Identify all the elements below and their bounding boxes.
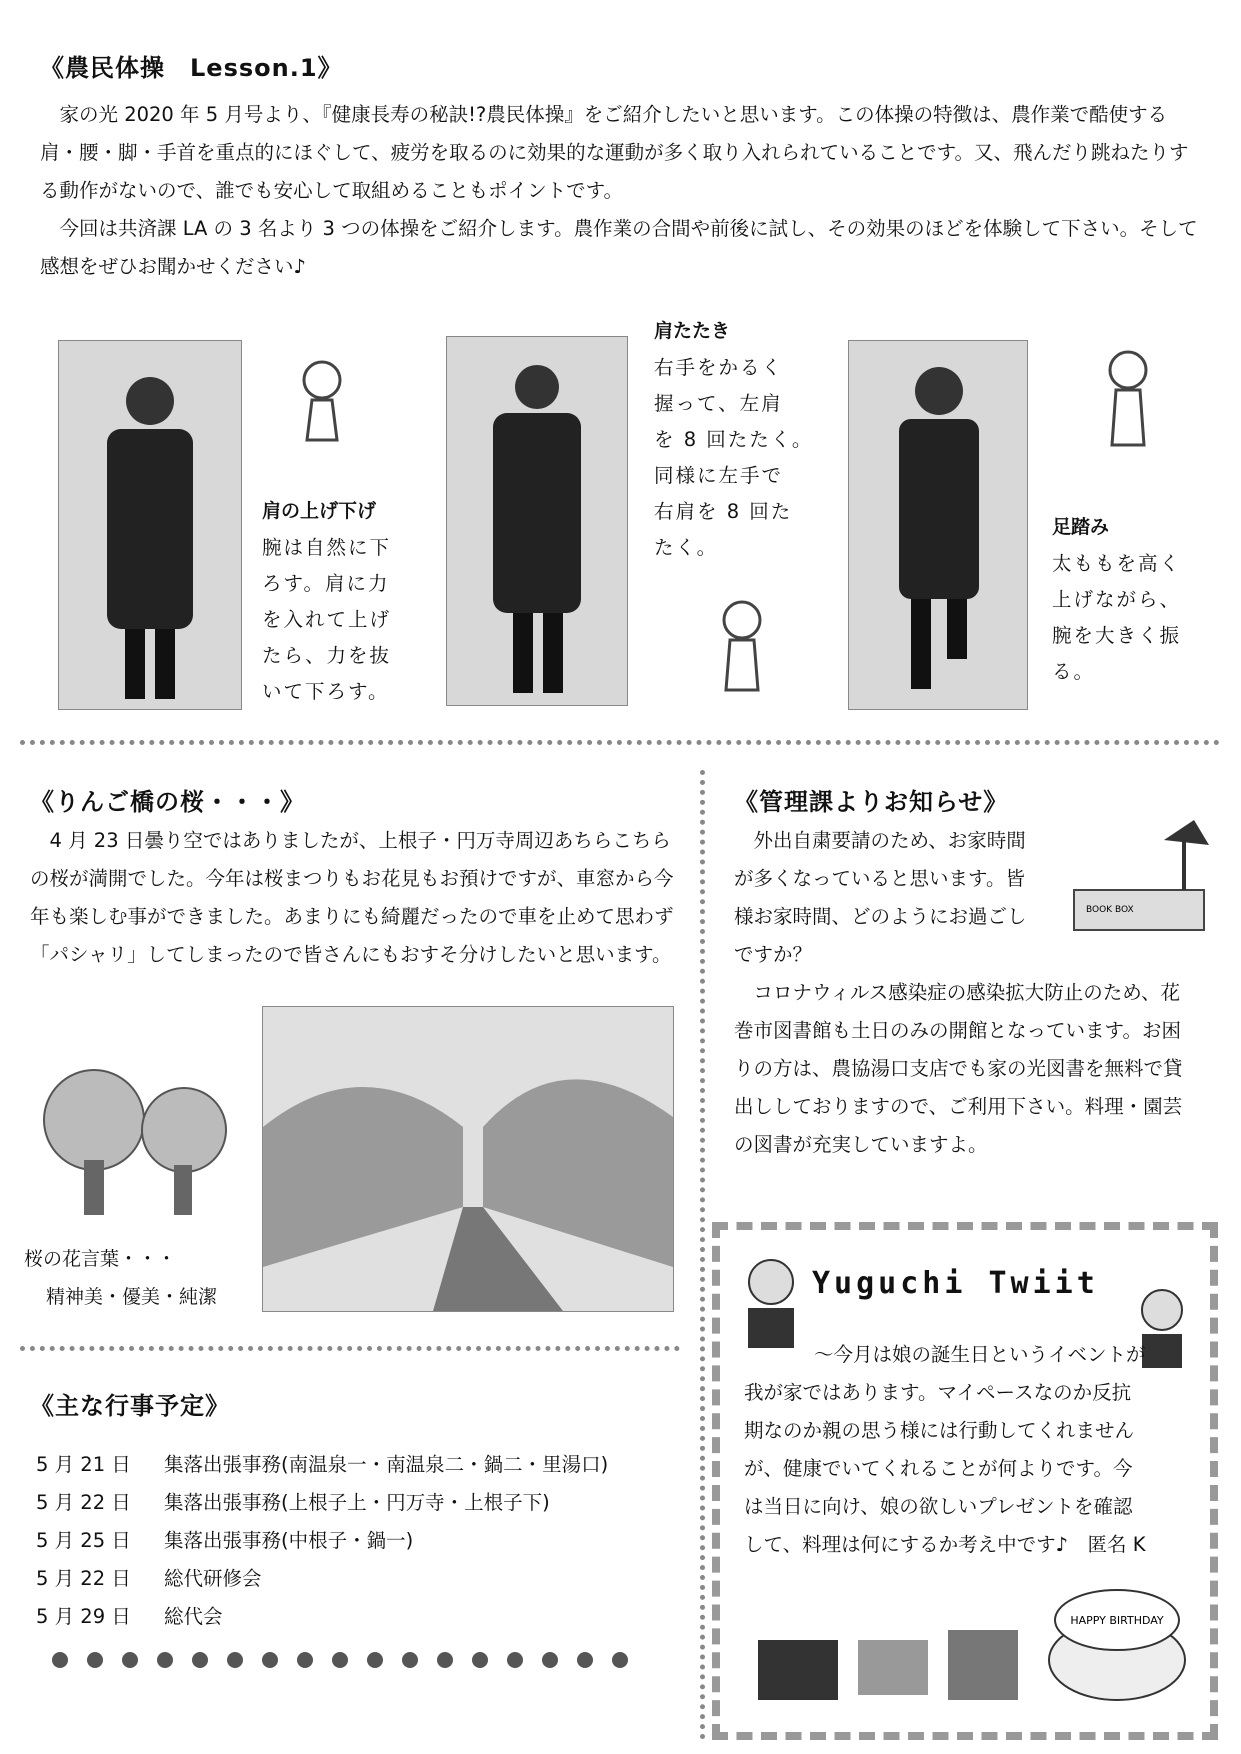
column-divider [700,770,705,1740]
schedule-date: 5 月 25 日 [36,1529,131,1552]
shoulder-tap-illustration [702,580,782,700]
schedule-event: 総代研修会 [164,1567,262,1590]
schedule-event: 集落出張事務(中根子・鍋一) [164,1529,414,1552]
lesson-intro-2: 今回は共済課 LA の 3 名より 3 つの体操をご紹介します。農作業の合間や前後に試し、その効果のほどを体験して下さい。そして感想をぜひお聞かせください♪ [40,217,1198,278]
sakura-caption-2: 精神美・優美・純潔 [46,1286,218,1308]
book-box-label: BOOK BOX [1086,905,1134,915]
exercise-photo-shoulder-lift [58,340,242,710]
notice-title: 《管理課よりお知らせ》 [734,788,1009,816]
exercise-name-3: 足踏み [1052,516,1110,538]
gift-boxes-illustration [748,1610,1048,1710]
exercise-2-line: 右肩を 8 回た [654,500,793,523]
stepping-illustration [1088,330,1168,460]
iris-flowers-border [40,1640,670,1720]
exercise-2-line: 握って、左肩 [654,392,783,415]
exercise-name-2: 肩たたき [654,320,731,342]
shoulder-lift-illustration [282,330,372,460]
schedule-date: 5 月 22 日 [36,1567,131,1590]
sakura-road-photo [262,1006,674,1312]
man-avatar-illustration [736,1250,806,1350]
twit-title: Yuguchi Twiit [812,1266,1099,1301]
schedule-list [36,1446,696,1636]
schedule-row [36,1522,696,1560]
exercise-1-line: を入れて上げ [262,608,392,631]
section-divider [20,740,1220,745]
exercise-photo-stepping [848,340,1028,710]
exercise-3-line: る。 [1052,660,1096,683]
exercise-2-line: 同様に左手で [654,464,784,487]
exercise-1-line: たら、力を抜 [262,644,392,667]
sakura-caption-1: 桜の花言葉・・・ [24,1248,177,1270]
notice-body-2: コロナウィルス感染症の感染拡大防止のため、花巻市図書館も土日のみの開館となっています。お困りの方は、農協湯口支店でも家の光図書を無料で貸出ししておりますので、ご利用下さい。料理・園芸の図書が充実していますよ。 [734,981,1183,1156]
schedule-date: 5 月 21 日 [36,1453,131,1476]
exercise-name-1: 肩の上げ下げ [262,500,377,522]
exercise-1-line: ろす。肩に力 [262,572,390,595]
schedule-event: 総代会 [164,1605,223,1628]
desk-lamp-books-illustration [1044,800,1224,960]
birthday-cake-illustration [1042,1560,1192,1710]
exercise-3-line: 太ももを高く [1052,552,1182,575]
schedule-event: 集落出張事務(南温泉一・南温泉二・鍋二・里湯口) [164,1453,609,1476]
exercise-2-line: を 8 回たたく。 [654,428,814,451]
section-divider [20,1346,680,1351]
sakura-body: 4 月 23 日曇り空ではありましたが、上根子・円万寺周辺あちらこちらの桜が満開でした。今年は桜まつりもお花見もお預けですが、車窓から今年も楽しむ事ができました。あまりにも綺麗だったので車を止めて思わず「パシャリ」してしまったので皆さんにもおすそ分けしたいと思います。 [30,829,674,966]
exercise-photo-shoulder-tap [446,336,628,706]
cherry-tree-illustration [24,1060,244,1220]
schedule-row [36,1446,696,1484]
exercise-2-line: たく。 [654,536,719,559]
cake-text: HAPPY BIRTHDAY [1070,1614,1164,1627]
sakura-title: 《りんご橋の桜・・・》 [30,788,305,816]
schedule-event: 集落出張事務(上根子上・円万寺・上根子下) [164,1491,550,1514]
schedule-row [36,1484,696,1522]
twit-body: ～今月は娘の誕生日というイベントが我が家ではあります。マイペースなのか反抗期なのか親の思う様には行動してくれませんが、健康でいてくれることが何よりです。今は当日に向け、娘の欲しいプレゼントを確認して、料理は何にするか考え中です♪ 匿名 K [744,1343,1146,1556]
exercise-1-line: いて下ろす。 [262,680,390,703]
lesson-title: 《農民体操 Lesson.1》 [40,54,343,82]
exercise-3-line: 腕を大きく振 [1052,624,1182,647]
exercise-3-line: 上げながら、 [1052,588,1182,611]
schedule-row [36,1598,696,1636]
schedule-date: 5 月 22 日 [36,1491,131,1514]
exercise-1-line: 腕は自然に下 [262,536,392,559]
schedule-date: 5 月 29 日 [36,1605,131,1628]
notice-body-1: 外出自粛要請のため、お家時間が多くなっていると思います。皆様お家時間、どのようにお過ごしですか？ [734,829,1027,966]
lesson-intro-1: 家の光 2020 年 5 月号より、『健康長寿の秘訣!?農民体操』をご紹介したいと思います。この体操の特徴は、農作業で酷使する肩・腰・脚・手首を重点的にほぐして、疲労を取るのに効果的な運動が多く取り入れられていることです。又、飛んだり跳ねたりする動作がないので、誰でも安心して取組めることもポイントです。 [40,103,1189,202]
schedule-title: 《主な行事予定》 [30,1392,230,1420]
exercise-2-line: 右手をかるく [654,356,784,379]
schedule-row [36,1560,696,1598]
